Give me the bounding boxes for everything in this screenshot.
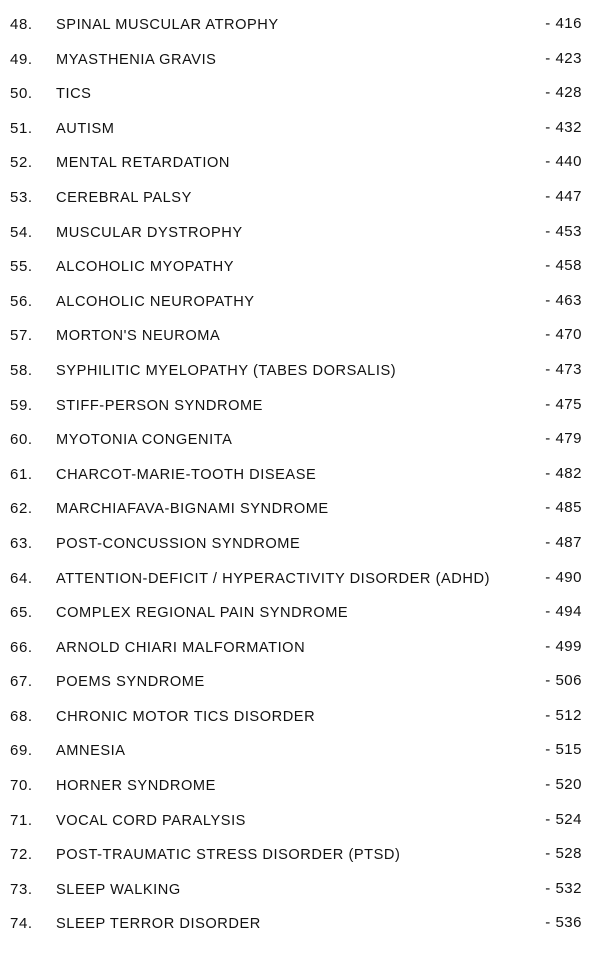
toc-entry <box>0 8 600 43</box>
page-number: - 512 <box>545 706 582 724</box>
toc-entry <box>0 631 600 666</box>
toc-entry <box>0 804 600 839</box>
chapter-title: TICS <box>56 86 92 103</box>
chapter-number: 71. <box>10 811 33 829</box>
chapter-title: POEMS SYNDROME <box>56 674 205 691</box>
chapter-title: MARCHIAFAVA-BIGNAMI SYNDROME <box>56 501 329 518</box>
chapter-number: 69. <box>10 742 33 760</box>
table-of-contents <box>0 8 600 942</box>
page-number: - 473 <box>545 360 582 378</box>
chapter-title: SLEEP WALKING <box>56 881 181 898</box>
chapter-title: CHRONIC MOTOR TICS DISORDER <box>56 708 316 725</box>
chapter-title: ALCOHOLIC MYOPATHY <box>56 259 235 276</box>
chapter-number: 74. <box>10 915 33 933</box>
chapter-title: MYOTONIA CONGENITA <box>56 432 233 449</box>
page-number: - 482 <box>545 464 582 482</box>
chapter-number: 59. <box>10 396 33 414</box>
chapter-title: SYPHILITIC MYELOPATHY (TABES DORSALIS) <box>56 362 397 379</box>
chapter-number: 60. <box>10 431 33 449</box>
toc-entry <box>0 112 600 147</box>
page-number: - 463 <box>545 291 582 309</box>
page-number: - 506 <box>545 672 582 690</box>
page-number: - 520 <box>545 776 582 794</box>
page-number: - 475 <box>545 395 582 413</box>
chapter-title: CEREBRAL PALSY <box>56 189 192 206</box>
chapter-title: POST-TRAUMATIC STRESS DISORDER (PTSD) <box>56 847 401 864</box>
chapter-number: 63. <box>10 534 33 552</box>
toc-entry <box>0 665 600 700</box>
toc-entry <box>0 907 600 942</box>
chapter-number: 56. <box>10 292 33 310</box>
page-number: - 524 <box>545 810 582 828</box>
page-number: - 470 <box>545 326 582 344</box>
chapter-title: POST-CONCUSSION SYNDROME <box>56 535 301 552</box>
toc-entry <box>0 527 600 562</box>
chapter-number: 53. <box>10 188 33 206</box>
page-number: - 532 <box>545 879 582 897</box>
chapter-title: MYASTHENIA GRAVIS <box>56 51 217 68</box>
toc-entry <box>0 43 600 78</box>
chapter-title: MORTON'S NEUROMA <box>56 328 221 345</box>
chapter-number: 61. <box>10 465 33 483</box>
page-number: - 453 <box>545 222 582 240</box>
toc-entry <box>0 181 600 216</box>
chapter-number: 54. <box>10 223 33 241</box>
page-number: - 440 <box>545 153 582 171</box>
chapter-number: 65. <box>10 604 33 622</box>
chapter-number: 52. <box>10 154 33 172</box>
page-number: - 490 <box>545 568 582 586</box>
toc-entry <box>0 562 600 597</box>
chapter-number: 64. <box>10 569 33 587</box>
chapter-title: ALCOHOLIC NEUROPATHY <box>56 293 255 310</box>
chapter-title: ARNOLD CHIARI MALFORMATION <box>56 639 306 656</box>
page-number: - 494 <box>545 603 582 621</box>
page-number: - 499 <box>545 637 582 655</box>
chapter-number: 48. <box>10 16 33 33</box>
toc-entry <box>0 250 600 285</box>
page-number: - 416 <box>545 15 582 32</box>
toc-entry <box>0 216 600 251</box>
toc-entry <box>0 769 600 804</box>
page-number: - 487 <box>545 533 582 551</box>
toc-entry <box>0 838 600 873</box>
toc-entry <box>0 389 600 424</box>
chapter-title: SPINAL MUSCULAR ATROPHY <box>56 17 279 33</box>
page-number: - 515 <box>545 741 582 759</box>
chapter-title: STIFF-PERSON SYNDROME <box>56 397 263 414</box>
toc-entry <box>0 77 600 112</box>
toc-entry <box>0 423 600 458</box>
chapter-number: 49. <box>10 50 33 68</box>
toc-entry <box>0 285 600 320</box>
chapter-number: 57. <box>10 327 33 345</box>
chapter-number: 70. <box>10 777 33 795</box>
chapter-title: COMPLEX REGIONAL PAIN SYNDROME <box>56 605 349 622</box>
page-number: - 447 <box>545 187 582 205</box>
chapter-number: 50. <box>10 85 33 103</box>
toc-entry <box>0 596 600 631</box>
page-number: - 536 <box>545 914 582 932</box>
toc-entry <box>0 458 600 493</box>
page-number: - 423 <box>545 49 582 67</box>
chapter-number: 55. <box>10 258 33 276</box>
chapter-title: MENTAL RETARDATION <box>56 155 230 172</box>
chapter-title: AUTISM <box>56 120 115 137</box>
toc-entry <box>0 354 600 389</box>
toc-entry <box>0 319 600 354</box>
chapter-number: 67. <box>10 673 33 691</box>
chapter-title: CHARCOT-MARIE-TOOTH DISEASE <box>56 466 317 483</box>
toc-entry <box>0 146 600 181</box>
chapter-number: 72. <box>10 846 33 864</box>
chapter-number: 73. <box>10 880 33 898</box>
chapter-number: 62. <box>10 500 33 518</box>
chapter-title: HORNER SYNDROME <box>56 778 216 795</box>
toc-entry <box>0 492 600 527</box>
chapter-title: SLEEP TERROR DISORDER <box>56 916 261 933</box>
page-number: - 528 <box>545 845 582 863</box>
chapter-number: 68. <box>10 707 33 725</box>
page-number: - 479 <box>545 430 582 448</box>
page-number: - 428 <box>545 84 582 102</box>
chapter-number: 51. <box>10 119 33 137</box>
chapter-number: 66. <box>10 638 33 656</box>
toc-entry <box>0 700 600 735</box>
page-number: - 458 <box>545 257 582 275</box>
toc-entry <box>0 873 600 908</box>
page-number: - 432 <box>545 118 582 136</box>
page-number: - 485 <box>545 499 582 517</box>
chapter-title: ATTENTION-DEFICIT / HYPERACTIVITY DISORDER (ADHD) <box>56 570 490 587</box>
chapter-title: MUSCULAR DYSTROPHY <box>56 224 243 241</box>
chapter-title: VOCAL CORD PARALYSIS <box>56 812 246 829</box>
chapter-number: 58. <box>10 361 33 379</box>
toc-entry <box>0 734 600 769</box>
chapter-title: AMNESIA <box>56 743 126 760</box>
